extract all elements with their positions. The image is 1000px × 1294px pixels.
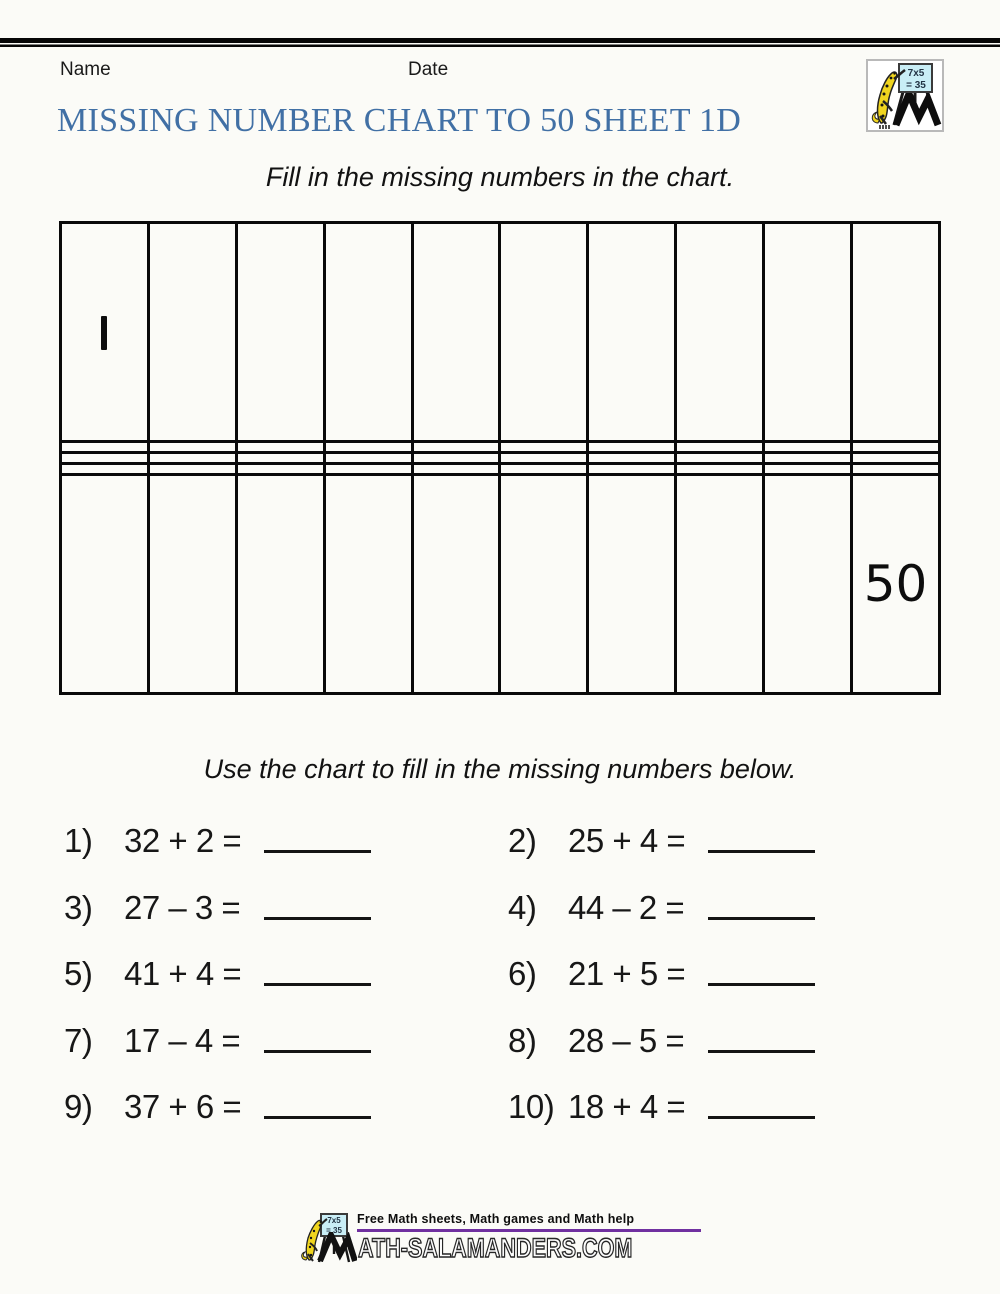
grid-cell (236, 442, 324, 453)
answer-line (264, 1088, 371, 1119)
answer-line (708, 889, 815, 920)
grid-cell (324, 463, 412, 474)
problem-number: 10) (508, 1088, 555, 1125)
grid-cell (500, 474, 588, 693)
grid-cell (61, 463, 149, 474)
problems-grid (64, 822, 942, 1155)
grid-cell (148, 474, 236, 693)
grid-cell (324, 474, 412, 693)
grid-cell (852, 442, 940, 453)
number-chart (59, 221, 941, 695)
instruction-top: Fill in the missing numbers in the chart. (265, 162, 735, 192)
problem-number: 3) (64, 888, 93, 926)
instruction-bottom: Use the chart to fill in the missing numbers below. (203, 754, 797, 784)
date-label: Date (408, 59, 449, 80)
footer-brand (317, 1232, 701, 1262)
problem-row (508, 889, 942, 956)
problem-row (64, 955, 508, 1022)
problem-number: 8) (508, 1021, 537, 1059)
grid-cell (236, 453, 324, 464)
problem-expression: 21 + 5 = (568, 955, 686, 992)
answer-line (708, 822, 815, 853)
problem-expression: 17 – 4 = (124, 1021, 241, 1059)
grid-cell (676, 442, 764, 453)
grid-cell (500, 223, 588, 442)
answer-line (708, 1088, 815, 1119)
grid-cell (764, 442, 852, 453)
grid-cell (500, 453, 588, 464)
page-title: MISSING NUMBER CHART TO 50 SHEET 1D (57, 102, 742, 139)
grid-cell (61, 223, 149, 442)
problem-row (64, 1022, 508, 1089)
board-text-1: 7x5 (907, 68, 925, 79)
footer-board-text-1: 7x5 (327, 1216, 341, 1225)
problem-expression: 27 – 3 = (124, 888, 241, 926)
grid-cell (588, 223, 676, 442)
grid-cell: 50 (852, 474, 940, 693)
problem-expression: 28 – 5 = (568, 1021, 685, 1059)
grid-cell (148, 463, 236, 474)
footer-text-block (357, 1212, 701, 1262)
problem-number: 2) (508, 822, 537, 859)
grid-cell (236, 474, 324, 693)
salamander-eye (320, 1221, 322, 1223)
problem-expression: 18 + 4 = (568, 1088, 686, 1125)
salamander-easel-icon (868, 61, 942, 130)
grid-cell (500, 463, 588, 474)
salamander-eye (893, 72, 895, 74)
problem-row (508, 955, 942, 1022)
footer-brand-text: ATH-SALAMANDERS.COM (358, 1233, 633, 1263)
grid-cell (236, 223, 324, 442)
answer-line (264, 889, 371, 920)
grid-cell (676, 474, 764, 693)
grid-cell (236, 463, 324, 474)
salamander-body (878, 72, 897, 123)
grid-cell (412, 474, 500, 693)
cell-value-one (101, 316, 107, 350)
grid-cell (764, 463, 852, 474)
problem-number: 7) (64, 1021, 93, 1059)
grid-cell (61, 453, 149, 464)
problem-expression: 37 + 6 = (124, 1088, 242, 1125)
answer-line (708, 1022, 815, 1053)
problem-number: 5) (64, 955, 93, 992)
problem-row (508, 1088, 942, 1155)
chart-row (61, 223, 940, 442)
grid-cell (852, 223, 940, 442)
grid-cell (764, 223, 852, 442)
grid-cell (324, 453, 412, 464)
problem-number: 1) (64, 822, 93, 859)
name-label: Name (60, 59, 111, 80)
grid-cell (412, 463, 500, 474)
salamander-corner-logo (866, 59, 944, 132)
grid-cell (676, 453, 764, 464)
problem-row (64, 889, 508, 956)
answer-line (708, 955, 815, 986)
grid-cell (764, 453, 852, 464)
brand-m-icon (317, 1232, 357, 1262)
problem-number: 6) (508, 955, 537, 992)
grid-cell (852, 463, 940, 474)
grid-cell (412, 223, 500, 442)
answer-line (264, 822, 371, 853)
chart-row (61, 463, 940, 474)
footer (0, 1212, 1000, 1264)
grid-cell (852, 453, 940, 464)
problem-row (508, 822, 942, 889)
footer-tagline: Free Math sheets, Math games and Math help (357, 1212, 635, 1226)
grid-cell (588, 442, 676, 453)
grid-cell (148, 223, 236, 442)
problem-expression: 32 + 2 = (124, 822, 242, 859)
problem-expression: 44 – 2 = (568, 888, 685, 926)
answer-line (264, 1022, 371, 1053)
salamander-feet (880, 125, 889, 129)
chart-row (61, 453, 940, 464)
problem-row (64, 1088, 508, 1155)
grid-cell (412, 442, 500, 453)
problem-row (64, 822, 508, 889)
chart-row (61, 442, 940, 453)
grid-cell (500, 442, 588, 453)
chart-row (61, 474, 940, 693)
problem-expression: 25 + 4 = (568, 822, 686, 859)
problem-number: 9) (64, 1088, 93, 1125)
board-text-2: = 35 (906, 80, 926, 91)
grid-cell (764, 474, 852, 693)
number-chart-body (61, 223, 940, 694)
grid-cell (588, 474, 676, 693)
grid-cell (324, 223, 412, 442)
grid-cell (324, 442, 412, 453)
grid-cell (588, 463, 676, 474)
problem-expression: 41 + 4 = (124, 955, 242, 992)
problem-number: 4) (508, 888, 537, 926)
grid-cell (148, 453, 236, 464)
problem-row (508, 1022, 942, 1089)
footer-board-text-2: = 35 (326, 1226, 342, 1235)
grid-cell (588, 453, 676, 464)
grid-cell (61, 442, 149, 453)
top-double-rule (0, 38, 1000, 47)
answer-line (264, 955, 371, 986)
footer-logo-block (299, 1212, 701, 1264)
grid-cell (676, 463, 764, 474)
grid-cell (412, 453, 500, 464)
grid-cell (148, 442, 236, 453)
grid-cell (61, 474, 149, 693)
grid-cell (676, 223, 764, 442)
